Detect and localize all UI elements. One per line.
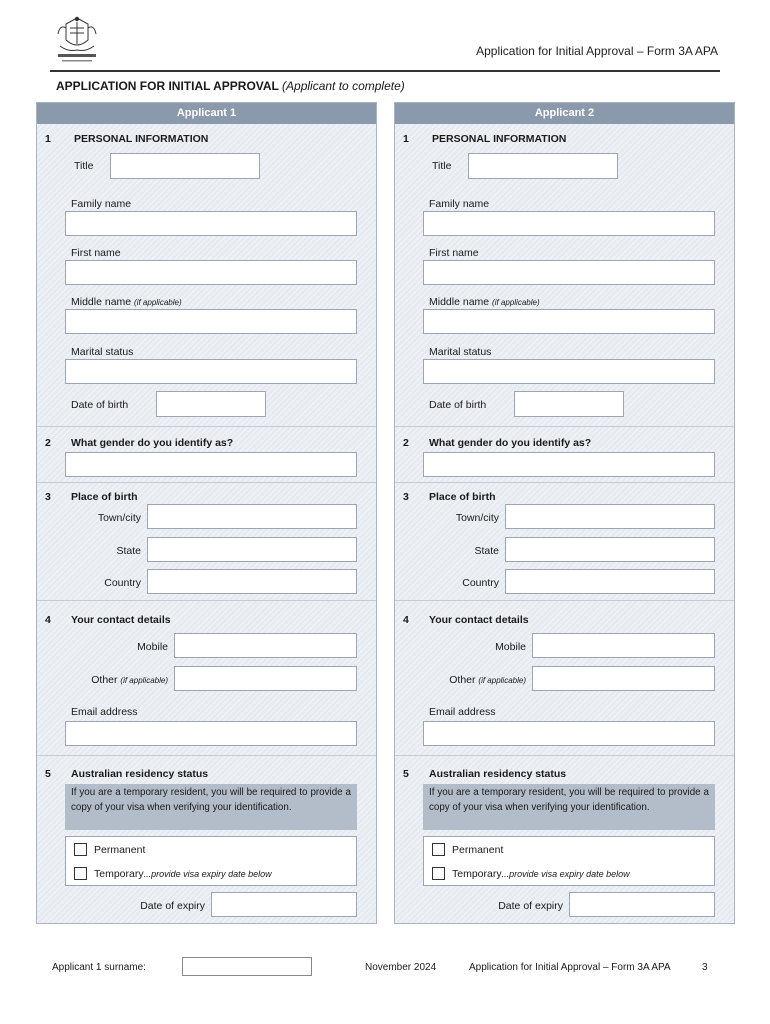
permanent-checkbox[interactable] xyxy=(74,843,87,856)
gender-input[interactable] xyxy=(423,452,715,477)
email-address-label: Email address xyxy=(71,706,138,718)
page-number: 3 xyxy=(702,962,708,973)
applicant-heading: Applicant 2 xyxy=(395,103,734,124)
residency-options xyxy=(423,836,715,886)
family-name-label: Family name xyxy=(71,198,132,210)
first-name-label: First name xyxy=(71,247,121,259)
first-name-input[interactable] xyxy=(423,260,715,285)
visa-notice: If you are a temporary resident, you will be required to provide a copy of your visa when verifying your identification. xyxy=(65,784,357,830)
town-city-input[interactable] xyxy=(505,504,715,529)
email-address-input[interactable] xyxy=(423,721,715,746)
date-of-expiry-label: Date of expiry xyxy=(498,900,563,912)
place-of-birth-section xyxy=(37,482,376,600)
section-number: 5 xyxy=(403,768,409,780)
form-header-title: Application for Initial Approval – Form 3A APA xyxy=(476,44,718,58)
applicant-1-surname-input[interactable] xyxy=(182,957,312,976)
family-name-label: Family name xyxy=(429,198,490,210)
residency-status-heading: Australian residency status xyxy=(71,768,209,780)
personal-information-section xyxy=(37,124,376,426)
town-city-label: Town/city xyxy=(455,512,499,524)
other-phone-label: Other (if applicable) xyxy=(91,674,168,686)
middle-name-label: Middle name (if applicable) xyxy=(429,296,540,308)
family-name-input[interactable] xyxy=(65,211,357,236)
residency-status-section xyxy=(37,755,376,923)
country-label: Country xyxy=(104,577,141,589)
town-city-label: Town/city xyxy=(97,512,141,524)
section-number: 1 xyxy=(403,133,409,145)
state-input[interactable] xyxy=(505,537,715,562)
personal-information-heading: PERSONAL INFORMATION xyxy=(432,133,567,145)
gender-section xyxy=(395,426,734,482)
section-title xyxy=(56,79,405,93)
applicant-heading: Applicant 1 xyxy=(37,103,376,124)
first-name-label: First name xyxy=(429,247,479,259)
mobile-label: Mobile xyxy=(495,641,526,653)
marital-status-label: Marital status xyxy=(71,346,134,358)
contact-details-section xyxy=(395,600,734,755)
state-label: State xyxy=(474,545,499,557)
contact-details-heading: Your contact details xyxy=(429,614,529,626)
residency-status-heading: Australian residency status xyxy=(429,768,567,780)
section-title-note: (Applicant to complete) xyxy=(282,79,405,93)
country-input[interactable] xyxy=(147,569,357,594)
personal-information-heading: PERSONAL INFORMATION xyxy=(74,133,209,145)
residency-options xyxy=(65,836,357,886)
section-number: 5 xyxy=(45,768,51,780)
contact-details-section xyxy=(37,600,376,755)
header-divider xyxy=(50,70,720,72)
title-input[interactable] xyxy=(110,153,260,179)
title-label: Title xyxy=(74,160,94,172)
email-address-input[interactable] xyxy=(65,721,357,746)
permanent-label: Permanent xyxy=(94,844,146,856)
queensland-government-logo xyxy=(52,14,102,66)
mobile-input[interactable] xyxy=(532,633,715,658)
footer-date: November 2024 xyxy=(365,962,437,973)
contact-details-heading: Your contact details xyxy=(71,614,171,626)
gender-section xyxy=(37,426,376,482)
section-number: 4 xyxy=(45,614,51,626)
section-number: 1 xyxy=(45,133,51,145)
footer-surname-label: Applicant 1 surname: xyxy=(52,962,146,973)
title-input[interactable] xyxy=(468,153,618,179)
gender-input[interactable] xyxy=(65,452,357,477)
date-of-expiry-input[interactable] xyxy=(211,892,357,917)
section-number: 3 xyxy=(403,491,409,503)
date-of-birth-label: Date of birth xyxy=(429,399,487,411)
date-of-birth-input[interactable] xyxy=(514,391,624,417)
personal-information-section xyxy=(395,124,734,426)
other-phone-label: Other (if applicable) xyxy=(449,674,526,686)
date-of-birth-label: Date of birth xyxy=(71,399,129,411)
section-title-text: APPLICATION FOR INITIAL APPROVAL xyxy=(56,79,279,93)
place-of-birth-heading: Place of birth xyxy=(429,491,496,503)
date-of-expiry-input[interactable] xyxy=(569,892,715,917)
title-label: Title xyxy=(432,160,452,172)
section-number: 4 xyxy=(403,614,409,626)
applicant-2-column xyxy=(394,102,735,924)
temporary-label: Temporary...provide visa expiry date below xyxy=(94,868,272,880)
other-phone-input[interactable] xyxy=(174,666,357,691)
town-city-input[interactable] xyxy=(147,504,357,529)
email-address-label: Email address xyxy=(429,706,496,718)
temporary-checkbox[interactable] xyxy=(74,867,87,880)
applicant-1-column xyxy=(36,102,377,924)
date-of-expiry-label: Date of expiry xyxy=(140,900,205,912)
temporary-checkbox[interactable] xyxy=(432,867,445,880)
marital-status-label: Marital status xyxy=(429,346,492,358)
section-number: 2 xyxy=(403,437,409,449)
middle-name-label: Middle name (if applicable) xyxy=(71,296,182,308)
first-name-input[interactable] xyxy=(65,260,357,285)
place-of-birth-heading: Place of birth xyxy=(71,491,138,503)
place-of-birth-section xyxy=(395,482,734,600)
residency-status-section xyxy=(395,755,734,923)
mobile-input[interactable] xyxy=(174,633,357,658)
section-number: 2 xyxy=(45,437,51,449)
visa-notice: If you are a temporary resident, you will be required to provide a copy of your visa when verifying your identification. xyxy=(423,784,715,830)
marital-status-input[interactable] xyxy=(423,359,715,384)
gender-heading: What gender do you identify as? xyxy=(71,437,234,449)
footer-form-name: Application for Initial Approval – Form 3A APA xyxy=(469,962,671,973)
middle-name-input[interactable] xyxy=(65,309,357,334)
mobile-label: Mobile xyxy=(137,641,168,653)
family-name-input[interactable] xyxy=(423,211,715,236)
country-label: Country xyxy=(462,577,499,589)
state-input[interactable] xyxy=(147,537,357,562)
middle-name-input[interactable] xyxy=(423,309,715,334)
date-of-birth-input[interactable] xyxy=(156,391,266,417)
state-label: State xyxy=(116,545,141,557)
permanent-label: Permanent xyxy=(452,844,504,856)
other-phone-input[interactable] xyxy=(532,666,715,691)
gender-heading: What gender do you identify as? xyxy=(429,437,592,449)
permanent-checkbox[interactable] xyxy=(432,843,445,856)
temporary-label: Temporary...provide visa expiry date below xyxy=(452,868,630,880)
section-number: 3 xyxy=(45,491,51,503)
marital-status-input[interactable] xyxy=(65,359,357,384)
country-input[interactable] xyxy=(505,569,715,594)
